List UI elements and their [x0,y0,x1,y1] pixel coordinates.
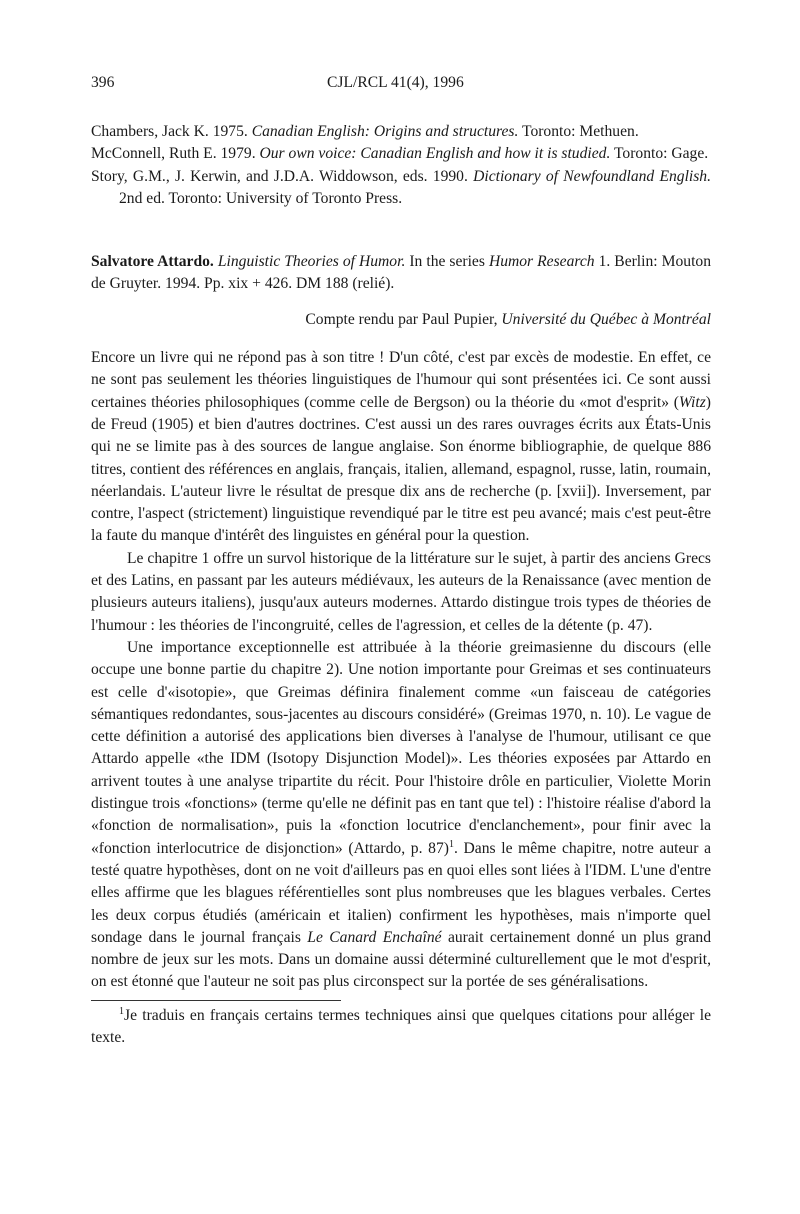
paragraph: Une importance exceptionnelle est attribuée à la théorie greimasienne du discours (elle occupe une bonne partie du chapitre 2). Une notion importante pour Greimas et ses continuateurs est celle d'«isotopie», que Greimas définira finalement comme «un faisceau de catégories sémantiques redondantes, sous-jacentes au discours considéré» (Greimas 1970, n. 10). Le vague de cette définition a autorisé des applications bien diverses à l'analyse de l'humour, utilisant ce que Attardo appelle «the IDM (Isotopy Disjunction Model)». Les théories exposées par Attardo en arrivent toutes à une analyse tripartite du récit. Pour l'histoire drôle en particulier, Violette Morin distingue trois «fonctions» (terme qu'elle ne définit pas en tant que tel) : l'histoire réalise d'abord la «fonction de normalisation», puis la «fonction locutrice d'enclanchement», pour finir avec la «fonction interlocutrice de disjonction» (Attardo, p. 87)$^1$. Dans le même chapitre, notre auteur a testé quatre hypothèses, dont on ne voit d'ailleurs pas en quoi elles sont liées à l'IDM. L'une d'entre elles affirme que les blagues référentielles sont plus nombreuses que les blagues verbales. Certes les deux corpus étudiés (américain et italien) confirment les hypothèses, mais n'importe quel sondage dans le journal français Le Canard Enchaîné aurait certainement donné un plus grand nombre de jeux sur les mots. Dans un domaine aussi déterminé culturellement que le mot d'esprit, on est étonné que l'auteur ne soit pas plus circonspect sur la portée de ses généralisations. [91,638,712,991]
journal-page [91,72,711,1049]
reference-item: McConnell, Ruth E. 1979. Our own voice: Canadian English and how it is studied. Toronto: Gage. [91,145,709,163]
reviewer-line: Compte rendu par Paul Pupier, Université du Québec à Montréal [305,310,711,328]
reference-list [91,121,711,210]
journal-title: CJL/RCL 41(4), 1996 [327,74,464,91]
review-series: Humor Research [488,253,595,271]
review-body [91,347,711,994]
review-heading: Salvatore Attardo. Linguistic Theories of Humor. In the series Humor Research 1. Berlin: Mouton de Gruyter. 1994. Pp. xix + 426. DM 188 (relié). [91,253,712,293]
reviewer-affiliation: Université du Québec à Montréal [501,310,711,328]
paragraph: Le chapitre 1 offre un survol historique de la littérature sur le sujet, à partir des anciens Grecs et des Latins, en passant par les auteurs médiévaux, les auteurs de la Renaissance (avec mention de plusieurs auteurs italiens), jusqu'aux auteurs modernes. Attardo distingue trois types de théories de l'humour : les théories de l'incongruité, celles de l'agression, et celles de la détente (p. 47). [91,549,711,634]
paragraph: Encore un livre qui ne répond pas à son titre ! D'un côté, c'est par excès de modestie. En effet, ce ne sont pas seulement les théories linguistiques de l'humour qui sont présentées ici. Ce sont aussi certaines théories philosophiques (comme celle de Bergson) ou la théorie du «mot d'esprit» (Witz) de Freud (1905) et bien d'autres doctrines. C'est aussi un des rares ouvrages écrits aux États-Unis qui ne se limite pas à des sources de langue anglaise. Son énorme bibliographie, de quelque 886 titres, contient des références en anglais, français, italien, allemand, espagnol, russe, latin, roumain, néerlandais. L'auteur livre le résultat de presque dix ans de recherche (p. [xvii]). Inversement, par contre, l'aspect (strictement) linguistique revendiqué par le titre est peu avancé; mais c'est peut-être la faute du manque d'intérêt des linguistes en général pour la question. [91,349,711,545]
footnote-marker: 1 [448,838,454,850]
footnote: $^1$Je traduis en français certains termes techniques ainsi que quelques citations pour alléger le texte. [91,1005,711,1046]
running-header [91,72,711,100]
footnote-divider [91,1000,341,1001]
review-book-title: Linguistic Theories of Humor. [217,253,406,271]
review-author: Salvatore Attardo. [91,253,214,271]
page-number: 396 [91,74,115,91]
reference-item: Chambers, Jack K. 1975. Canadian English: Origins and structures. Toronto: Methuen. [91,123,639,140]
reference-item: Story, G.M., J. Kerwin, and J.D.A. Widdowson, eds. 1990. Dictionary of Newfoundland English. 2nd ed. Toronto: University of Toronto Press. [91,167,711,207]
